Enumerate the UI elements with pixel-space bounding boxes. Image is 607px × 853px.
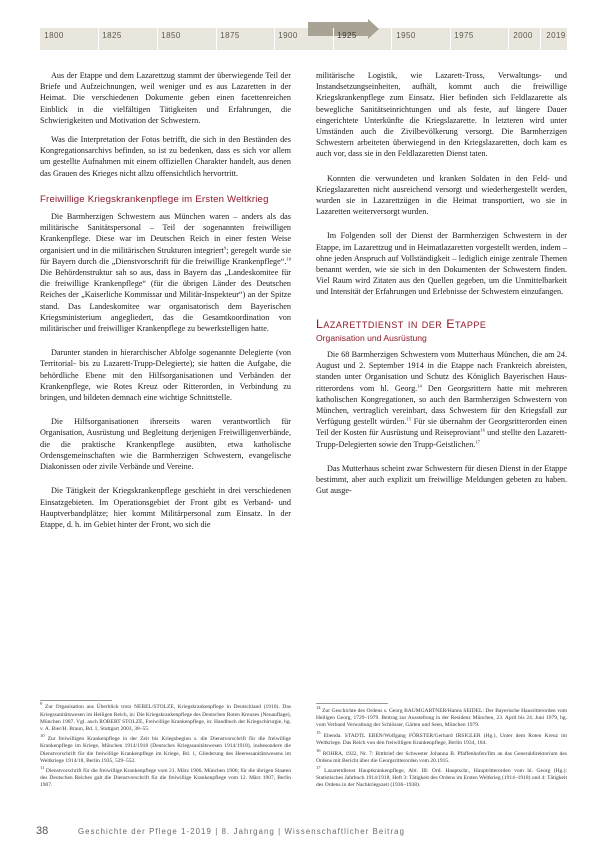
footnotes-right	[316, 703, 567, 793]
paragraph: Die Hilfsorganisationen ihrerseits waren verantwortlich für Organisation, Ausrüstung und Begleitung derjenigen Freiwilligenverbände, die die praktische Krankenpflege ausübten, etwa katholische Ordensgemeinschaften wie die Barmherzigen Schwestern, evangelische Diakonissen oder zivile Verbände und Vereine.	[40, 417, 291, 472]
paragraph: Die 68 Barmherzigen Schwestern vom Mutterhaus München, die am 24. August und 2. September 1914 in die Etappe nach Frankreich abreisten, standen unter Organisation und Schutz des Königlich Bayerischen Hausritterordens vom hl. Georg.$^{14}$ Den Georgsrittern hatte mit mehreren katholischen Kongregationen, so auch den Barmherzigen Schwestern von München, vertraglich vereinbart, dass Schwestern für den Kriegsfall zur Verfügung gestellt würden.$^{15}$ Für sie übernahm der Georgsritterorden einen Teil der Kosten für Ausrüstung und Reiseproviant$^{16}$ und stellte den Lazarett-Trupp-Delegierten sowie den Trupp-Geistlichen.$^{17}$	[316, 350, 567, 449]
paragraph: Die Barmherzigen Schwestern aus München waren – anders als das militärische Sanitätspersonal – Teil der sogenannten freiwilligen Krankenpflege. Diese war im Deutschen Reich in einer festen Weise organisiert und in die militärischen Strukturen integriert$^9$; geregelt wurde sie für Bayern durch die „Dienstvorschrift für die freiwillige Krankenpflege“.$^{10}$ Die Behördenstruktur sah so aus, dass in Bayern das „Landeskomitee für die freiwillige Krankenpflege“ (für die übrigen Länder des Deutschen Reiches der „Kaiserliche Kommissar und Militär-Inspekteur“) an der Spitze stand. Das Landeskomitee war organisatorisch dem Bayerischen Kriegsministerium angegliedert, das die Gesamtkoordination von militärischer und freiwilliger Krankenpflege zu bewerkstelligen hatte.	[40, 212, 291, 334]
paragraph: Im Folgenden soll der Dienst der Barmherzigen Schwestern in der Etappe, im Lazarettzug und in Heimatlazaretten vorgestellt werden, indem – ohne jeden Anspruch auf Vollständigkeit – lediglich einige zentrale Themen benannt werden, wie sie sich in den Dokumenten der Schwestern finden. Viel Raum wird Zitaten aus den Quellen gegeben, um die Unmittelbarkeit und Intensität der Erfahrungen und Erlebnisse der Schwestern einzufangen.	[316, 231, 567, 297]
timeline-label-2000: 2000	[513, 31, 533, 40]
footnote: $^{15}$ Ebenda. STADTL EBEN/Wolfgang FÖRSTER/Gerhard IRSIGLER (Hg.), Unter dem Roten Kreuz im Weltkriege. Das Reich von den freiwilligen Krankenpflege, Berlin 1934, 184.	[316, 730, 567, 746]
timeline-label-2019: 2019	[546, 31, 566, 40]
footnote: $^{16}$ ROHRA, 1922, Nr. 7: Bittbrief der Schwester Johanna B. Pfaffenhofen/Ilm an das Generaldirektorium des Ordens mit Bericht über die Georgsritterorden vom 20.1915.	[316, 747, 567, 764]
paragraph: Was die Interpretation der Fotos betrifft, die sich in den Beständen des Kongregationsarchivs befinden, so ist zu bedenken, dass es sich vor allem um gestellte Aufnahmen mit einem offiziellen Charakter handelt, aus denen das Grauen des Krieges nicht allzu offensichtlich hervortritt.	[40, 135, 291, 178]
timeline-tick	[391, 28, 392, 50]
timeline-tick	[450, 28, 451, 50]
paragraph: militärische Logistik, wie Lazarett-Tross, Verwaltungs- und Instandsetzungseinheiten, aufhält, kommt auch die freiwillige Kriegskrankenpflege zum Einsatz. Hier befinden sich Feldlazarette als bewegliche Sanitätseinrichtungen und als feste, auf längere Dauer eingerichtete Unterkünfte die Kriegslazarette. In letzteren wird unter Umständen auch die Zivilbevölkerung versorgt. Die Barmherzigen Schwestern arbeiteten überwiegend in den Kriegslazaretten, doch kam es auch vor, dass sie in den Feldlazaretten Dienst taten.	[316, 71, 567, 159]
paragraph: Darunter standen in hierarchischer Abfolge sogenannte Delegierte (von Territorial- bis zu Lazarett-Trupp-Delegierte); sie hatten die Aufgabe, die behördliche Ebene mit den Hilfsorganisationen und Verbänden der Krankenpflege, wie Rotes Kreuz oder Ritterorden, in Verbindung zu bringen, und bildeten demnach eine wichtige Schnittstelle.	[40, 348, 291, 403]
timeline-tick	[157, 28, 158, 50]
body-column-right	[316, 70, 567, 505]
page-footer	[0, 817, 607, 853]
timeline-label-1975: 1975	[454, 31, 474, 40]
footnote: $^{11}$ Dienstvorschrift für die freiwillige Krankenpflege vom 21. März 1906, München 1906; für die übrigen Staaten des Deutschen Reiches galt die Dienstvorschrift für die freiwillige Krankenpflege vom 12. März 1907, Berlin 1907.	[40, 765, 291, 789]
timeline-label-1950: 1950	[396, 31, 416, 40]
paragraph: Konnten die verwundeten und kranken Soldaten in den Feld- und Kriegslazaretten nicht ausreichend versorgt und wiederhergestellt werden, wurden sie in Lazarettzügen in die Heimat transportiert, wo sie in Lazaretten weiterversorgt wurden.	[316, 173, 567, 217]
footnote-rule	[40, 700, 112, 701]
section-heading-freiwillige-kriegskrankenpflege: Freiwillige Kriegskrankenpflege im Ersten Weltkrieg	[40, 193, 269, 205]
timeline-tick	[508, 28, 509, 50]
timeline-label-1925: 1925	[337, 31, 357, 40]
timeline-tick	[98, 28, 99, 50]
paragraph: Die Tätigkeit der Kriegskrankenpflege geschieht in drei verschiedenen Einsatzgebieten. Im Operationsgebiet der Front gibt es Verband- und Hauptverbandplätze; hier kommt Militärpersonal zum Einsatz. In der Etappe, d. h. im Gebiet hinter der Front, wo sich die	[40, 486, 291, 529]
paragraph: Das Mutterhaus scheint zwar Schwestern für diesen Dienst in der Etappe bestimmt, aber auch explizit um freiwillige Meldungen gebeten zu haben. Gut ausge-	[316, 463, 567, 496]
timeline-graphic	[40, 14, 567, 50]
footnote: $^9$ Zur Organisation aus Überblick trotz NEBEL/STOLZE, Kriegskrankenpflege in Deutschland (1910). Das Kriegssanitätswesen im Heiligen Reich, in: Die Kriegskrankenpflege des Deutschen Roten Kreuzes (Neuauflage), München 1987. Vgl. auch ROBERT STOLZE, Freiwillige Krankenpflege, in: Handbuch der Kriegschirurgie, hg. v. A. Bier/H. Braun, Bd. 1, Stuttgart 2003, 38–55.	[40, 701, 291, 732]
timeline-label-1825: 1825	[102, 31, 122, 40]
footnote: $^{17}$ Lazarettdienst Hauptkrankenpflege, Abt. III: Ord. Hauptschr., Hauptritterorden vom hl. Georg (Hg.): Statistisches Jahrbuch 1914/1918, Heft 3: Tätigkeit des Ordens im Ersten Weltkrieg (1914–1918) und 4: Tätigkeit des Ordens in der Nachkriegszeit (1936–1938).	[316, 765, 567, 789]
timeline-tick	[274, 28, 275, 50]
timeline-tick	[333, 28, 334, 50]
paragraph: Aus der Etappe und dem Lazarettzug stammt der überwiegende Teil der Briefe und Aufzeichnungen, weil weniger und es aus Lazaretten in der Heimat. Die verschiedenen Dokumente geben einen facettenreichen Einblick in die vielfältigen Tätigkeiten und Erfahrungen, die Schwierigkeiten und Motivation der Schwestern.	[40, 71, 291, 125]
footnote: $^{10}$ Zur freiwilligen Krankenpflege in der Zeit bis Kriegsbeginn s. die Dienstvorschrift für die freiwillige Krankenpflege im Kriege, München 1914/1918 (Deutsches Kriegssanitätswesen 1914/1918), insbesondere die Dienstvorschrift für die freiwillige Krankenpflege im Kriege, Bd. 1, Gliederung des Heeressanitätswesens im Weltkriege 1914/18, Berlin 1935, 529–552.	[40, 733, 291, 764]
section-heading-lazarettdienst: Lazarettdienst in der Etappe	[316, 316, 487, 331]
footnote-rule	[316, 703, 388, 704]
footer-citation: Geschichte der Pflege 1-2019 | 8. Jahrgang | Wissenschaftlicher Beitrag	[78, 827, 406, 836]
body-column-left	[40, 70, 291, 538]
page-number: 38	[36, 825, 49, 837]
subsection-heading-organisation: Organisation und Ausrüstung	[316, 332, 427, 343]
footnote: $^{14}$ Zur Geschichte des Ordens s. Georg BAUMGARTNER/Hanns SEIDEL: Der Bayerische Hausritterorden vom Heiligen Georg, 1729–1979. Beitrag zur Ausstellung in der Residenz München, 23. April bis 24. Juni 1979, hg. vom Verband Verwaltung der Schlösser, Gärten und Seen, München 1979.	[316, 705, 567, 729]
timeline-tick	[540, 28, 541, 50]
timeline-label-1850: 1850	[161, 31, 181, 40]
timeline-label-1800: 1800	[44, 31, 64, 40]
footnotes-left	[40, 700, 291, 793]
timeline-tick	[216, 28, 217, 50]
timeline-label-1875: 1875	[220, 31, 240, 40]
timeline-label-1900: 1900	[278, 31, 298, 40]
